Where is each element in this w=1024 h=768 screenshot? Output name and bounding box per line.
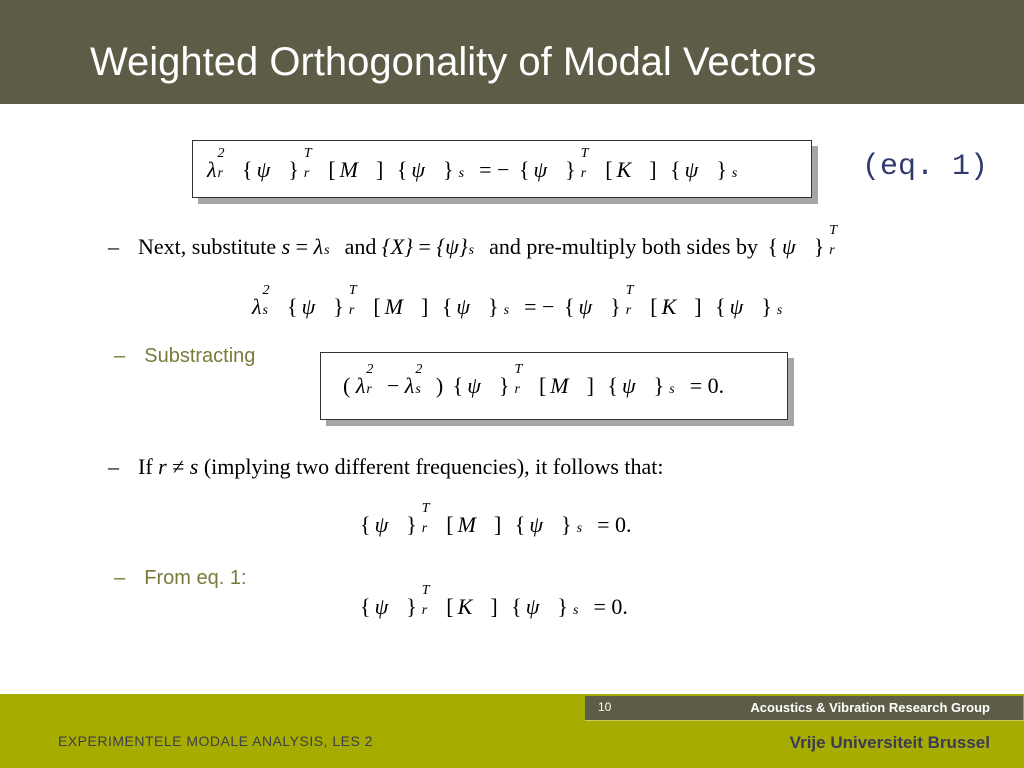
substitution-expr-2: {X} = {ψ} s: [381, 234, 475, 259]
bullet-text-and: and: [344, 234, 377, 259]
bullet-text-substitute: Next, substitute: [138, 234, 277, 259]
page-number: 10: [598, 700, 612, 714]
equation-3-box: [320, 352, 788, 420]
bullet-text-implying: (implying two different frequencies), it follows that:: [203, 454, 664, 479]
bullet-dash: –: [108, 454, 119, 479]
slide-title: Weighted Orthogonality of Modal Vectors: [90, 40, 817, 84]
inequality-expr: r ≠ s: [158, 454, 199, 479]
equation-5: { ψ } T r [ K ] { ψ } s = 0.: [360, 583, 628, 619]
equation-tag: (eq. 1): [862, 150, 989, 184]
bullet-if: [108, 454, 664, 480]
substitution-expr: s = λ s: [281, 234, 330, 259]
premultiply-vector: { ψ } T r: [767, 223, 838, 259]
bullet-label-subtracting: Substracting: [144, 345, 256, 367]
bullet-text-premultiply: and pre-multiply both sides by: [489, 234, 758, 259]
bullet-dash: –: [108, 234, 119, 259]
research-group-label: Acoustics & Vibration Research Group: [750, 700, 990, 715]
course-label: EXPERIMENTELE MODALE ANALYSIS, LES 2: [58, 733, 373, 749]
equation-1-box: [192, 140, 812, 198]
equation-1: λ 2 r { ψ } T r [ M ] { ψ } s = − { ψ } T r [ K ] { ψ } s: [207, 146, 738, 182]
bullet-substitute: [108, 223, 844, 260]
bullet-text-if: If: [138, 454, 153, 479]
footer-divider: [585, 720, 1024, 721]
equation-3: ( λ 2 r − λ 2 s ) { ψ } T r [ M ] { ψ } s = 0.: [343, 362, 725, 398]
bullet-subtracting: [114, 345, 255, 368]
equation-2: λ 2 s { ψ } T r [ M ] { ψ } s = − { ψ } T r [ K ] { ψ } s: [252, 283, 783, 319]
bullet-from-eq1: [114, 567, 247, 590]
university-label: Vrije Universiteit Brussel: [789, 733, 990, 752]
bullet-dash: –: [114, 567, 126, 589]
equation-4: { ψ } T r [ M ] { ψ } s = 0.: [360, 501, 632, 537]
bullet-dash: –: [114, 345, 126, 367]
bullet-label-from: From eq. 1:: [144, 567, 247, 589]
